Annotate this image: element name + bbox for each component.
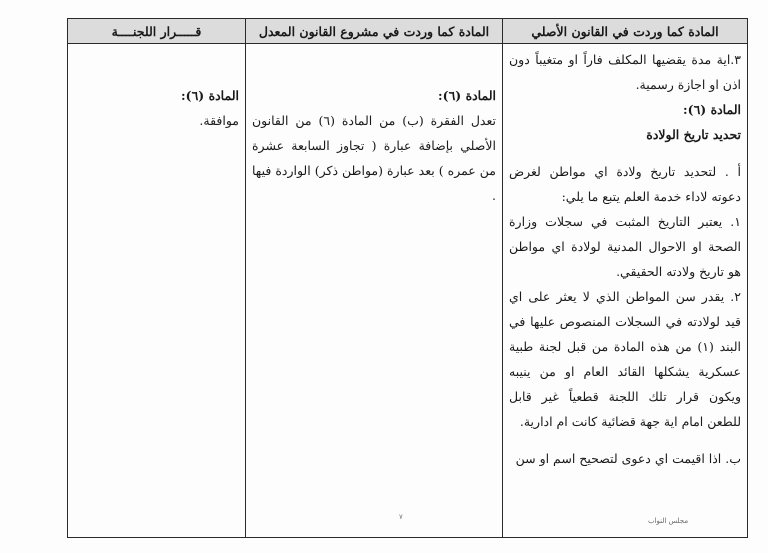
decision-article-label: المادة (٦):: [181, 88, 239, 103]
original-article-label: المادة (٦):: [683, 102, 741, 117]
page-number-mark: ٧: [399, 513, 403, 521]
original-law-cell: [503, 44, 748, 538]
amended-law-cell: [246, 44, 503, 538]
decision-text: موافقة.: [199, 113, 239, 128]
table-body-row: [68, 44, 748, 538]
original-item-2: ٢. يقدر سن المواطن الذي لا يعثر على اي قيد لولادته في السجلات المنصوص عليها في البند (١) من هذه المادة من قبل لجنة طبية عسكرية يشكلها القائد العام او من ينيبه ويكون قرار تلك اللجنة قطعياً غير قابل للطعن امام اية جهة قضائية كانت ام ادارية.: [509, 289, 741, 429]
original-article-title: تحديد تاريخ الولادة: [646, 127, 741, 142]
amended-article-text: تعدل الفقرة (ب) من المادة (٦) من القانون الأصلي بإضافة عبارة ( تجاوز السابعة عشرة من عمره ) بعد عبارة (مواطن ذكر) الواردة فيها .: [252, 113, 496, 203]
original-paragraph-a: أ . لتحديد تاريخ ولادة اي مواطن لغرض دعوته لاداء خدمة العلم يتبع ما يلي:: [509, 164, 741, 204]
committee-decision-cell: [68, 44, 246, 538]
table-header-row: [68, 19, 748, 44]
footer-stamp: مجلس النواب: [648, 517, 689, 525]
header-committee-decision: قـــــرار اللجنــــة: [68, 19, 246, 44]
original-clause-3: ٣.اية مدة يقضيها المكلف فاراً او متغيباً دون اذن او اجازة رسمية.: [509, 52, 741, 92]
original-paragraph-b: ب. اذا اقيمت اي دعوى لتصحيح اسم او سن: [515, 451, 741, 466]
original-item-1: ١. يعتبر التاريخ المثبت في سجلات وزارة الصحة او الاحوال المدنية لولادة اي مواطن هو تاريخ ولادته الحقيقي.: [509, 214, 741, 279]
header-original-law: المادة كما وردت في القانون الأصلي: [503, 19, 748, 44]
header-amended-law: المادة كما وردت في مشروع القانون المعدل: [246, 19, 503, 44]
comparison-table: [67, 18, 748, 538]
amended-article-label: المادة (٦):: [438, 88, 496, 103]
